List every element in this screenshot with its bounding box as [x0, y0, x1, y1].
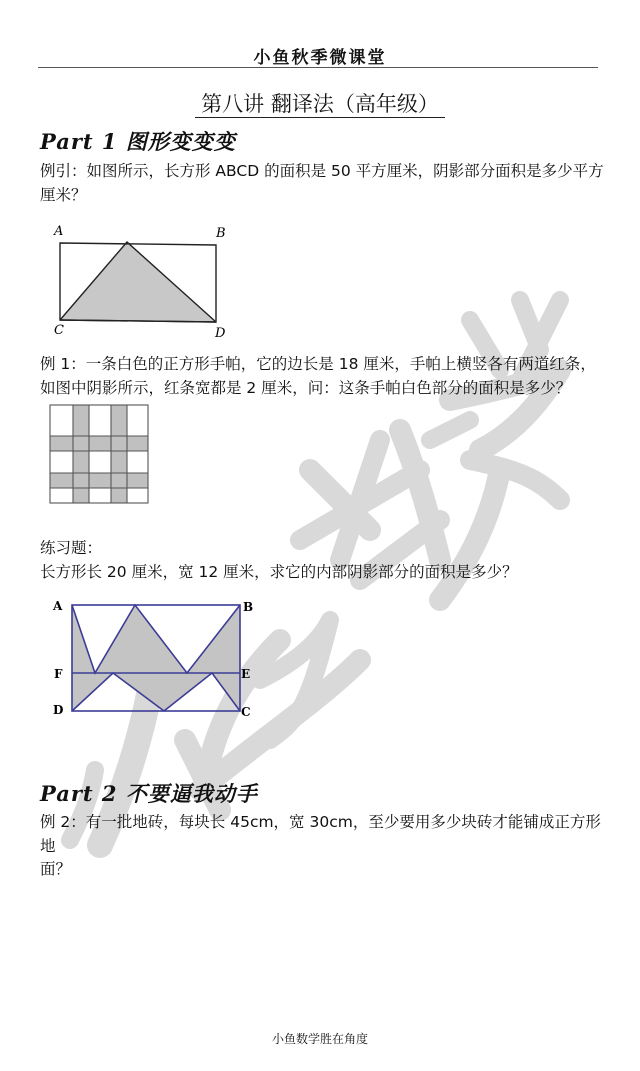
figure-handkerchief-grid: [48, 403, 152, 507]
label-d: D: [53, 703, 64, 717]
example-1-text: [40, 353, 605, 400]
label-c: C: [54, 323, 64, 338]
header-divider: [38, 67, 598, 68]
example-2-text: [40, 811, 605, 882]
example-intro-line-2: 厘米？: [40, 185, 87, 204]
label-a: A: [53, 599, 63, 613]
practice-text: [40, 537, 605, 584]
lecture-title-text: 第八讲 翻译法（高年级）: [195, 92, 445, 118]
label-c: C: [241, 705, 251, 719]
footer-text: 小鱼数学胜在角度: [271, 1032, 368, 1046]
header-title: 小鱼秋季微课堂: [253, 48, 387, 68]
label-d: D: [215, 326, 226, 341]
label-e: E: [241, 667, 251, 681]
label-b: B: [216, 226, 226, 241]
part-2-heading: Part 2 不要逼我动手: [40, 781, 258, 806]
example-intro-line-1: 例引：如图所示，长方形 ABCD 的面积是 50 平方厘米，阴影部分面积是多少平方: [40, 162, 604, 180]
practice-label: 练习题：: [40, 539, 103, 557]
label-b: B: [243, 600, 254, 614]
example-1-line-2: 如图中阴影所示，红条宽都是 2 厘米，问：这条手帕白色部分的面积是多少？: [40, 378, 572, 397]
lecture-title: [0, 88, 640, 118]
example-intro-text: [40, 160, 605, 207]
label-a: A: [54, 224, 64, 239]
practice-line-1: 长方形长 20 厘米，宽 12 厘米，求它的内部阴影部分的面积是多少？: [40, 562, 518, 581]
example-2-line-1: 例 2：有一批地砖，每块长 45cm，宽 30cm，至少要用多少块砖才能铺成正方形地: [40, 813, 601, 855]
part-1-heading: Part 1 图形变变变: [40, 129, 236, 154]
figure-zigzag-rectangle: [45, 595, 265, 720]
figure-rectangle-abcd: [45, 220, 245, 342]
label-f: F: [54, 667, 63, 681]
example-2-line-2: 面？: [40, 860, 72, 878]
example-1-line-1: 例 1：一条白色的正方形手帕，它的边长是 18 厘米，手帕上横竖各有两道红条，: [40, 355, 596, 373]
